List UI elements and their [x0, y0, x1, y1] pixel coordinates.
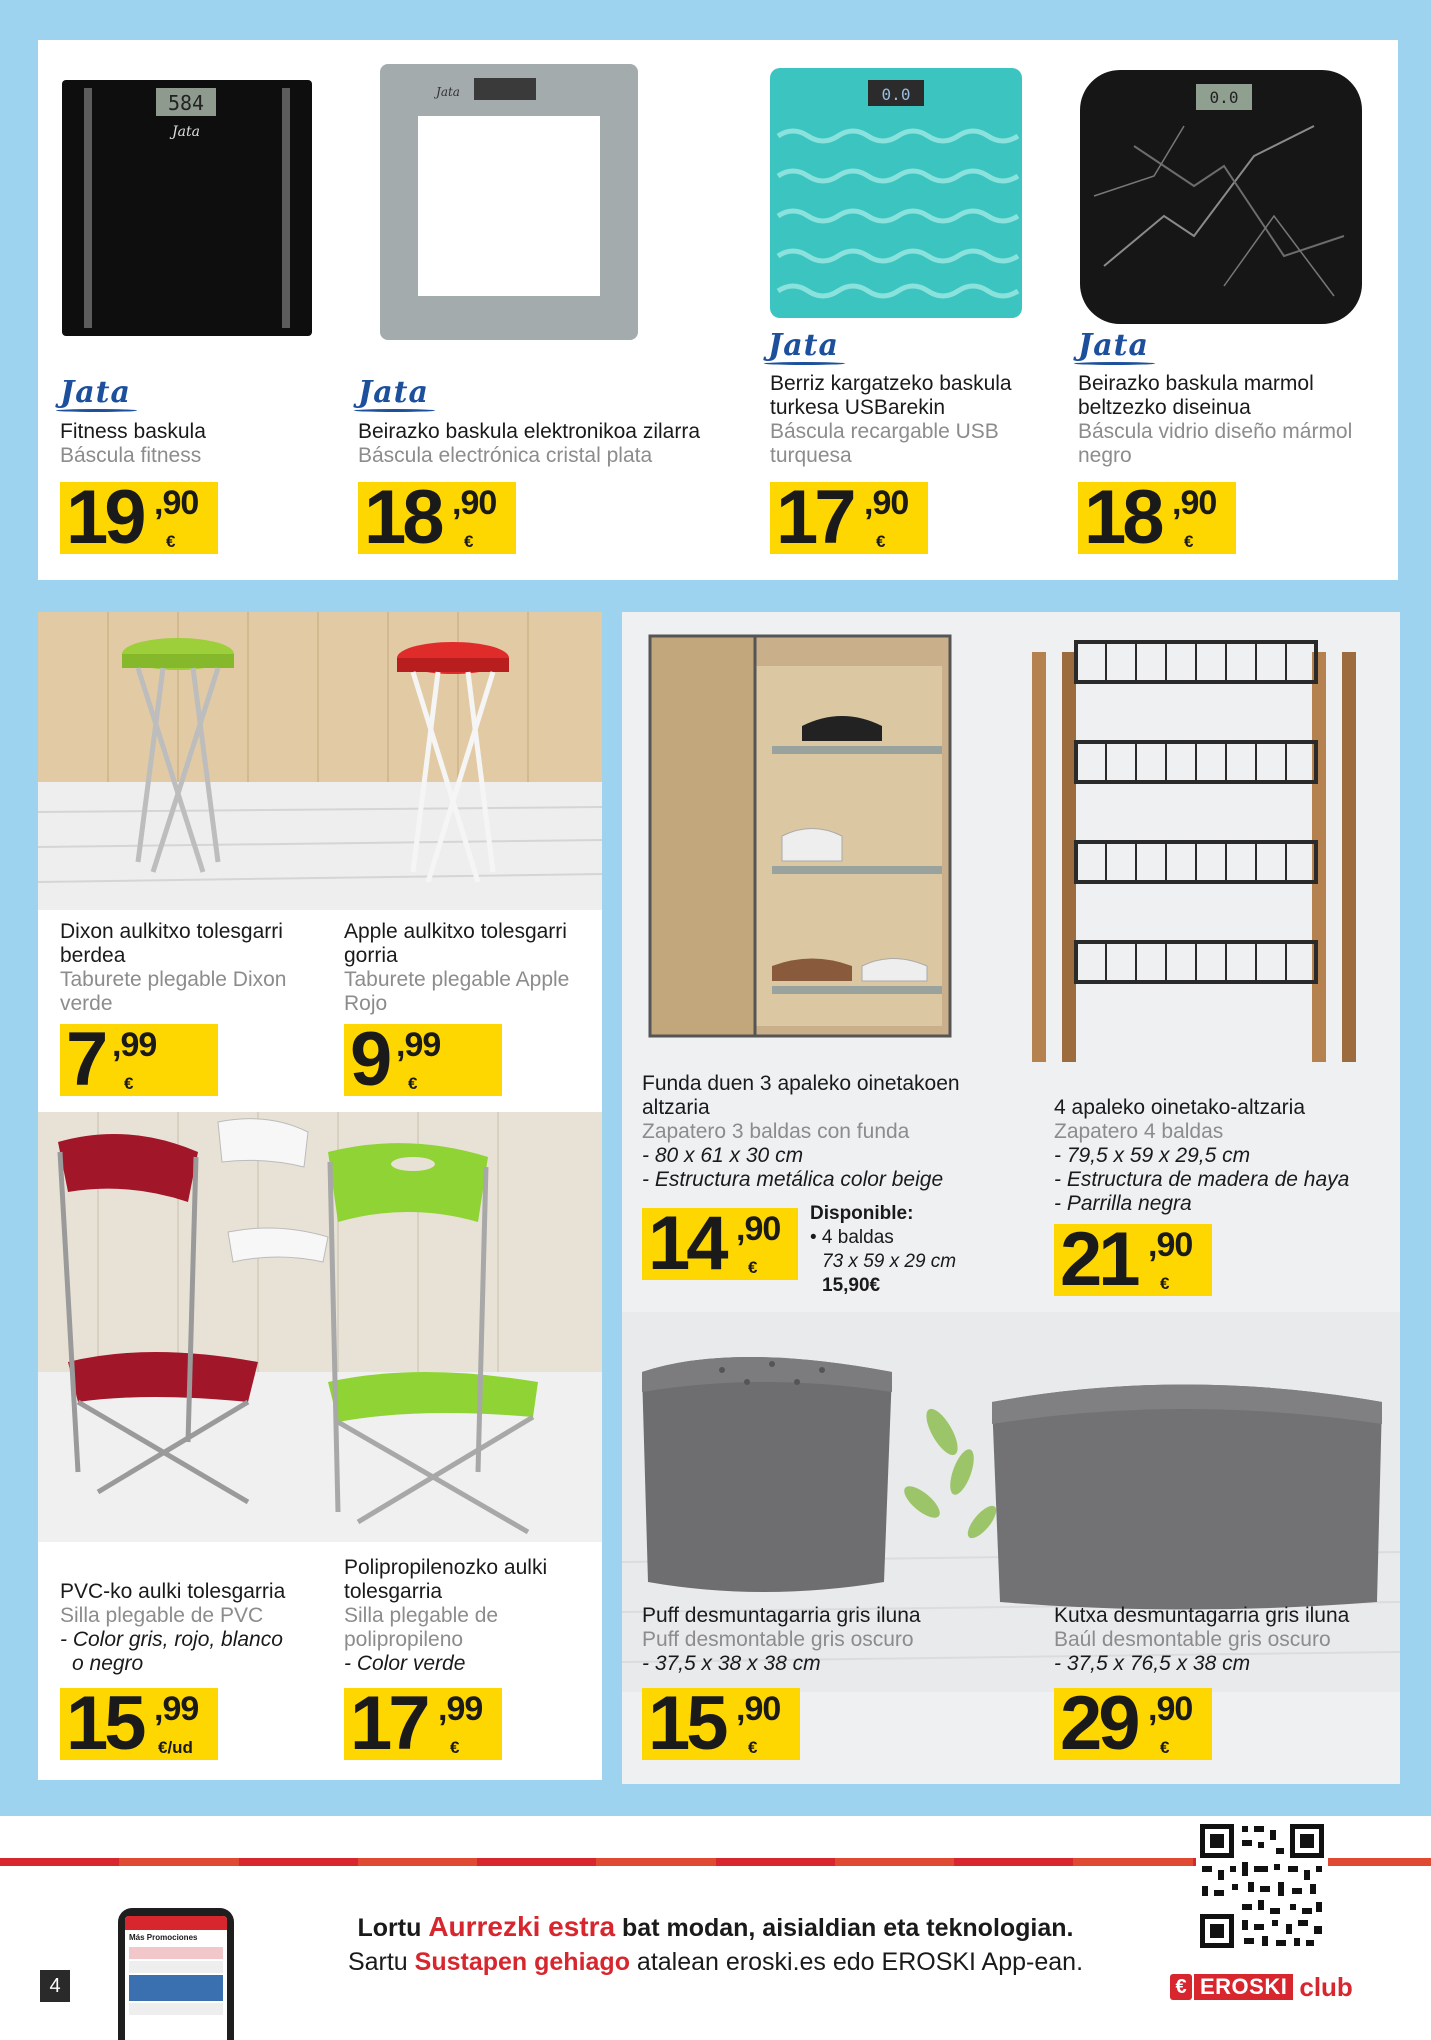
product-name: 4 apaleko oinetako-altzaria Zapatero 4 baldas - 79,5 x 59 x 29,5 cm - Estructura de madera de haya - Parrilla negra [1054, 1096, 1350, 1215]
price-tag: 14 ,90 € [642, 1208, 798, 1280]
svg-text:Jata: Jata [172, 124, 200, 140]
product-name: Polipropilenozko aulki tolesgarria Silla plegable de polipropileno - Color verde [344, 1556, 548, 1675]
covered-shoe-rack-image [642, 626, 962, 1058]
club-logo-text: club [1299, 1971, 1353, 2002]
app-banner-text: Más Promociones [129, 1933, 198, 1942]
turquoise-scale-image [768, 66, 1024, 322]
product-name: Beirazko baskula marmol beltzezko diseinua Báscula vidrio diseño mármol negro [1078, 372, 1353, 467]
qr-code[interactable] [1196, 1820, 1328, 1952]
availability-note: Disponible: • 4 baldas 73 x 59 x 29 cm 15,90€ [810, 1203, 957, 1296]
scales-panel [38, 40, 1398, 580]
storage-panel [622, 612, 1400, 1784]
folding-chairs-image [38, 1112, 602, 1542]
price-tag: 17 ,99 € [344, 1688, 502, 1760]
fitness-scale-image [60, 78, 315, 340]
price-tag: 17 ,90 € [770, 482, 928, 554]
price-tag: 15 ,90 € [642, 1688, 800, 1760]
price-tag: 19 ,90 € [60, 482, 218, 554]
stools-image [38, 612, 602, 910]
wooden-shoe-rack-image [1022, 632, 1382, 1072]
product-name: PVC-ko aulki tolesgarria Silla plegable de PVC - Color gris, rojo, blanco o negro [60, 1580, 286, 1675]
product-name: Beirazko baskula elektronikoa zilarra Báscula electrónica cristal plata [358, 420, 700, 467]
silver-glass-scale-image [378, 62, 642, 344]
black-marble-scale-image [1074, 66, 1370, 328]
scale-display: 584 [167, 91, 205, 115]
svg-text:0.0: 0.0 [1209, 88, 1239, 107]
product-name: Puff desmuntagarria gris iluna Puff desmontable gris oscuro - 37,5 x 38 x 38 cm [642, 1604, 921, 1675]
price-tag: 7 ,99 € [60, 1024, 218, 1096]
product-name: Funda duen 3 apaleko oinetakoen altzaria Zapatero 3 baldas con funda - 80 x 61 x 30 cm - Estructura metálica color beige [642, 1072, 960, 1191]
product-name: Apple aulkitxo tolesgarri gorria Taburete plegable Apple Rojo [344, 920, 570, 1015]
brand-logo: Jata [358, 375, 429, 410]
product-name: Fitness baskula Báscula fitness [60, 420, 206, 467]
brand-logo: Jata [1078, 328, 1149, 363]
svg-text:Jata: Jata [436, 85, 460, 99]
eroski-club-logo [1170, 1972, 1353, 2002]
promo-line-2: Sartu Sustapen gehiago atalean eroski.es edo EROSKI App-ean. [347, 1948, 1084, 1976]
price-tag: 18 ,90 € [358, 482, 516, 554]
promo-line-1: Lortu Aurrezki estra bat modan, aisialdian eta teknologian. [357, 1911, 1074, 1942]
product-name: Berriz kargatzeko baskula turkesa USBarekin Báscula recargable USB turquesa [770, 372, 1012, 467]
brand-logo: Jata [768, 328, 839, 363]
eroski-logo-text: EROSKI [1194, 1974, 1293, 2000]
svg-text:0.0: 0.0 [881, 85, 911, 104]
brand-logo: Jata [60, 375, 131, 410]
price-tag: 15 ,99 €/ud [60, 1688, 218, 1760]
price-tag: 9 ,99 € [344, 1024, 502, 1096]
product-name: Dixon aulkitxo tolesgarri berdea Taburete plegable Dixon verde [60, 920, 287, 1015]
price-tag: 21 ,90 € [1054, 1224, 1212, 1296]
eroski-e-icon: € [1170, 1974, 1192, 2000]
price-tag: 18 ,90 € [1078, 482, 1236, 554]
price-tag: 29 ,90 € [1054, 1688, 1212, 1760]
product-name: Kutxa desmuntagarria gris iluna Baúl desmontable gris oscuro - 37,5 x 76,5 x 38 cm [1054, 1604, 1350, 1675]
page-number: 4 [40, 1970, 70, 2002]
seating-panel [38, 612, 602, 1780]
